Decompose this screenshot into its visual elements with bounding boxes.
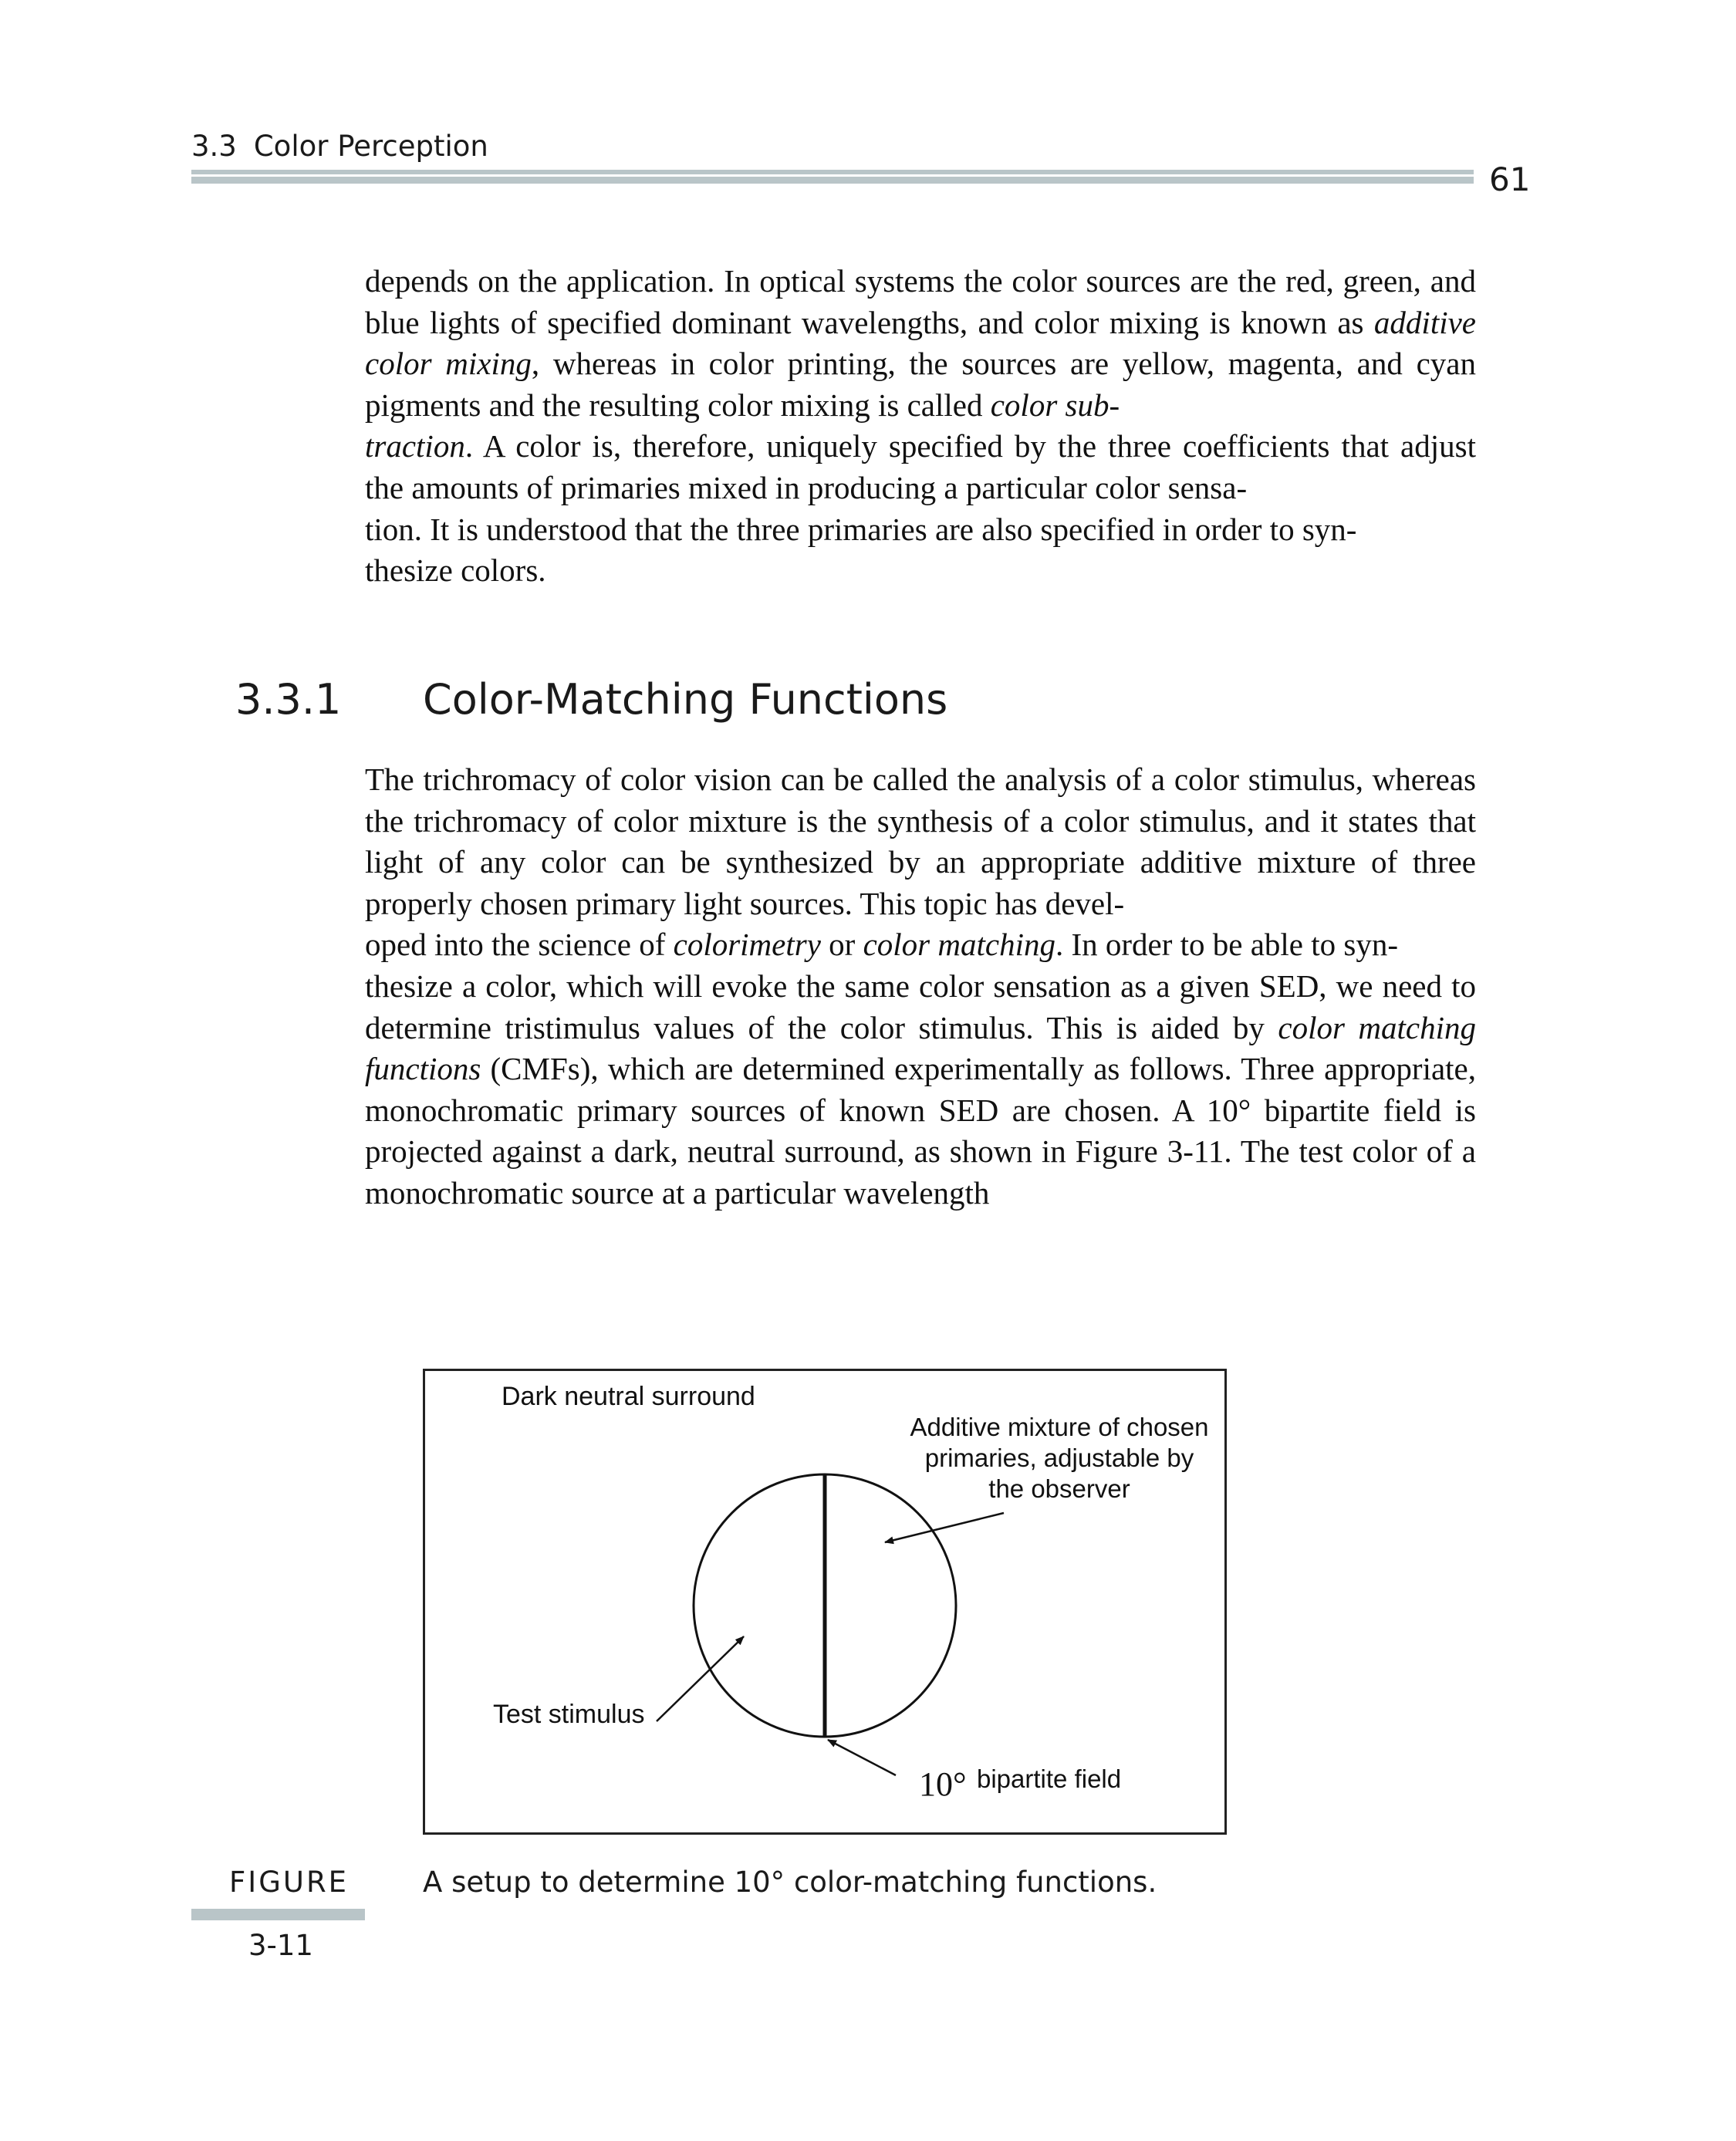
page-number: 61 — [1489, 160, 1531, 198]
intro-text-4: tion. It is understood that the three primaries are also specified in order to syn- — [365, 511, 1357, 547]
body-text-6: (CMFs), which are determined experimentally as follows. Three appropriate, monochromatic primary sources of known SED are chosen. A 10° bipartite field is projected against a dark, neutral surround, as shown in Figure 3-11. The test color of a monochromatic source at a particular wavelength — [365, 1051, 1476, 1211]
section-number: 3.3.1 — [235, 675, 342, 724]
figure-caption: A setup to determine 10° color-matching functions. — [423, 1866, 1157, 1899]
header-rule — [191, 170, 1474, 184]
figure-diagram — [425, 1371, 1229, 1837]
label-mixture-line-2: primaries, adjustable by — [924, 1444, 1194, 1472]
term-additive-color-mixing: additive color mixing — [365, 304, 1476, 382]
body-text-3: or — [820, 927, 863, 963]
label-mixture-line-3: the observer — [988, 1474, 1130, 1503]
term-color-matching-functions: color matching functions — [365, 1009, 1476, 1087]
field-arrow — [828, 1740, 896, 1775]
label-ten-degree: 10° — [919, 1765, 967, 1803]
figure-3-11 — [423, 1369, 1227, 1835]
intro-text-2: , whereas in color printing, the sources are yellow, magenta, and cyan pigments and the resulting color mixing is called — [365, 346, 1477, 423]
term-color-matching: color matching — [863, 927, 1055, 963]
body-paragraph — [365, 759, 1476, 1214]
mixture-arrow — [885, 1513, 1004, 1542]
label-test-stimulus: Test stimulus — [493, 1700, 645, 1729]
body-text-2: oped into the science of — [365, 927, 674, 963]
label-dark-neutral-surround: Dark neutral surround — [502, 1382, 755, 1411]
intro-text-1: depends on the application. In optical systems the color sources are the red, green, and blue lights of specified dominant wavelengths, and color mixing is known as — [365, 263, 1476, 340]
section-title: Color-Matching Functions — [423, 675, 948, 724]
figure-tag-rule — [191, 1909, 365, 1920]
term-color-subtraction-part-2: traction — [365, 428, 465, 464]
label-bipartite-field: bipartite field — [977, 1764, 1122, 1793]
figure-tag: FIGURE — [229, 1866, 350, 1899]
body-text-4: . In order to be able to syn- — [1055, 927, 1399, 963]
body-text-5: thesize a color, which will evoke the same color sensation as a given SED, we need to determine tristimulus values of the color stimulus. This is aided by — [365, 968, 1476, 1045]
running-head-title: Color Perception — [253, 130, 488, 163]
figure-number: 3-11 — [248, 1929, 313, 1962]
label-mixture-line-1: Additive mixture of chosen — [910, 1413, 1209, 1441]
term-colorimetry: colorimetry — [673, 927, 821, 963]
intro-text-5: thesize colors. — [365, 552, 546, 589]
body-text-1: The trichromacy of color vision can be called the analysis of a color stimulus, whereas the trichromacy of color mixture is the synthesis of a color stimulus, and it states that light of any color can be synthesized by an appropriate additive mixture of three properly chosen primary light sources. This topic has devel- — [365, 762, 1476, 921]
intro-paragraph — [365, 261, 1476, 592]
running-head-section-number: 3.3 — [191, 130, 237, 163]
intro-text-3: . A color is, therefore, uniquely specified by the three coefficients that adjust the amounts of primaries mixed in producing a particular color sensa- — [365, 428, 1476, 505]
running-head — [191, 130, 488, 163]
term-color-subtraction-part-1: color sub- — [990, 387, 1120, 423]
section-heading — [235, 675, 947, 724]
